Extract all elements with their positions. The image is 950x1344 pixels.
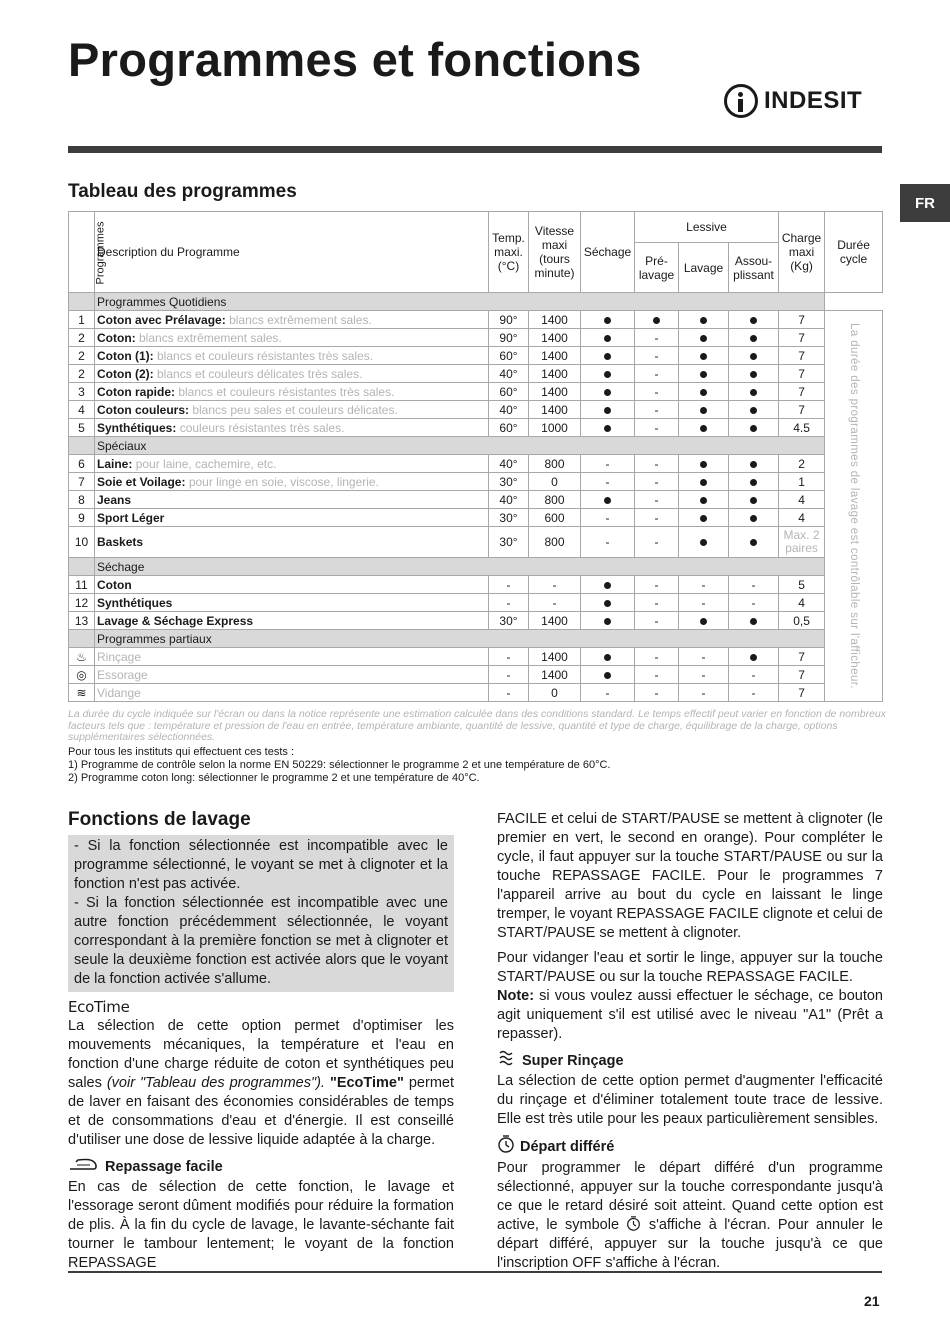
table-cell: 40° — [489, 401, 529, 419]
table-cell: - — [635, 491, 679, 509]
program-number: 4 — [69, 401, 95, 419]
check-dot-icon — [729, 455, 779, 473]
check-dot-icon — [729, 383, 779, 401]
check-dot-icon — [581, 365, 635, 383]
table-cell: - — [489, 594, 529, 612]
check-dot-icon — [679, 329, 729, 347]
check-dot-icon — [679, 365, 729, 383]
delay-clock-icon — [497, 1135, 515, 1159]
check-dot-icon — [679, 311, 729, 329]
category-label: Programmes Quotidiens — [95, 293, 825, 311]
table-cell: - — [635, 666, 679, 684]
table-cell: 30° — [489, 612, 529, 630]
check-dot-icon — [581, 648, 635, 666]
category-row — [69, 437, 883, 455]
program-number: 2 — [69, 329, 95, 347]
table-row — [69, 401, 883, 419]
fonctions-title: Fonctions de lavage — [68, 809, 251, 830]
table-cell: 7 — [779, 329, 825, 347]
repassage-title: Repassage facile — [105, 1158, 223, 1175]
table-cell: - — [489, 576, 529, 594]
header-vitesse: Vitesse maxi (tours minute) — [529, 212, 581, 293]
check-dot-icon — [679, 383, 729, 401]
table-cell: - — [581, 473, 635, 491]
table-row — [69, 491, 883, 509]
left-column — [68, 810, 454, 1273]
vidanger-text: Pour vidanger l'eau et sortir le linge, appuyer sur la touche START/PAUSE ou sur la touche REPASSAGE FACILE. — [497, 950, 883, 985]
table-cell: 7 — [779, 347, 825, 365]
incompatibility-text-1: - Si la fonction sélectionnée est incompatible avec le programme sélectionné, le voyant se met à clignoter et la fonction n'est pas activée. — [74, 838, 448, 892]
check-dot-icon — [581, 666, 635, 684]
rinse-icon: ♨ — [69, 648, 95, 666]
super-rincage-text: La sélection de cette option permet d'augmenter l'efficacité du rinçage et d'éliminer totalement toute trace de lessive. Elle est très utile pour les peaux particulièrement sensibles. — [497, 1073, 883, 1127]
program-description: Sport Léger — [95, 509, 489, 527]
table-cell: - — [489, 684, 529, 702]
table-cell: - — [635, 594, 679, 612]
check-dot-icon — [729, 401, 779, 419]
table-cell: - — [635, 473, 679, 491]
table-cell: - — [581, 509, 635, 527]
check-dot-icon — [729, 612, 779, 630]
check-dot-icon — [679, 473, 729, 491]
program-description: Vidange — [95, 684, 489, 702]
program-description: Coton rapide: blancs et couleurs résistantes très sales. — [95, 383, 489, 401]
table-cell: - — [529, 594, 581, 612]
table-row — [69, 473, 883, 491]
check-dot-icon — [729, 365, 779, 383]
category-row — [69, 558, 883, 576]
check-dot-icon — [679, 347, 729, 365]
table-cell: 60° — [489, 383, 529, 401]
table-cell: - — [729, 684, 779, 702]
table-cell: 1400 — [529, 401, 581, 419]
ecotime-title: EcoTime — [68, 998, 130, 1016]
program-number: 10 — [69, 527, 95, 558]
table-cell: 0 — [529, 473, 581, 491]
table-cell: 800 — [529, 455, 581, 473]
check-dot-icon — [729, 527, 779, 558]
table-cell: - — [635, 365, 679, 383]
table-cell: - — [581, 684, 635, 702]
table-cell: - — [729, 594, 779, 612]
table-row — [69, 455, 883, 473]
table-cell: - — [635, 684, 679, 702]
language-tab: FR — [900, 184, 950, 222]
table-cell: 0 — [529, 684, 581, 702]
program-number: 3 — [69, 383, 95, 401]
table-cell: - — [635, 576, 679, 594]
header-assouplissant: Assou-plissant — [729, 243, 779, 293]
table-cell: 90° — [489, 311, 529, 329]
programs-table — [68, 211, 883, 702]
program-number: 2 — [69, 347, 95, 365]
header-temp: Temp. maxi. (°C) — [489, 212, 529, 293]
table-cell: - — [635, 509, 679, 527]
program-number: 9 — [69, 509, 95, 527]
table-cell: 40° — [489, 455, 529, 473]
table-row — [69, 311, 883, 329]
table-cell: - — [635, 455, 679, 473]
brand-logo-icon — [724, 84, 758, 118]
table-row — [69, 527, 883, 558]
table-row — [69, 329, 883, 347]
program-description: Lavage & Séchage Express — [95, 612, 489, 630]
repassage-continued: FACILE et celui de START/PAUSE se mettent à clignoter (le premier en vert, le second en orange). Pour compléter le cycle, il faut appuyer sur la touche START/PAUSE ou sur la touche REPASSAGE FACILE. Pour le programmes 7 l'appareil arrive au bout du cycle en laissant le linge tremper, le voyant REPASSAGE FACILE clignote et celui de START/PAUSE se mettent à clignoter. — [497, 811, 883, 941]
table-cell: 1400 — [529, 347, 581, 365]
program-description: Synthétiques: couleurs résistantes très sales. — [95, 419, 489, 437]
program-description: Coton couleurs: blancs peu sales et couleurs délicates. — [95, 401, 489, 419]
depart-differe-title: Départ différé — [520, 1138, 615, 1155]
table-cell: 4 — [779, 509, 825, 527]
repassage-text: En cas de sélection de cette fonction, le lavage et l'essorage seront dûment modifiés pour réduire la formation de plis. À la fin du cycle de lavage, le lavante-séchante fait tourner le tambour lentement; le voyant de la fonction REPASSAGE — [68, 1179, 454, 1271]
check-dot-icon — [729, 419, 779, 437]
table-cell: - — [489, 666, 529, 684]
check-dot-icon — [581, 383, 635, 401]
table-cell: - — [529, 576, 581, 594]
table-cell: 40° — [489, 491, 529, 509]
table-cell: - — [635, 329, 679, 347]
test-instructions — [68, 746, 888, 785]
table-cell: 30° — [489, 527, 529, 558]
table-cell: 7 — [779, 666, 825, 684]
check-dot-icon — [729, 473, 779, 491]
depart-differe-text: Pour programmer le départ différé d'un programme sélectionné, appuyer sur la touche correspondante jusqu'à ce que le retard désiré soit atteint. Quand cette option est active, le symbole s'affiche à l'écran. Pour annuler le départ différé, appuyer sur la touche jusqu'à ce que l'inscription OFF s'affiche à l'écran. — [497, 1160, 883, 1271]
table-cell: 1400 — [529, 383, 581, 401]
table-cell: - — [729, 576, 779, 594]
check-dot-icon — [581, 311, 635, 329]
table-row — [69, 684, 883, 702]
table-cell: 1400 — [529, 329, 581, 347]
super-rincage-heading — [497, 1050, 883, 1072]
check-dot-icon — [635, 311, 679, 329]
brand-name: INDESIT — [764, 87, 863, 114]
duration-note: La durée des programmes de lavage est contrôlable sur l'afficheur. — [825, 311, 883, 702]
table-cell: 800 — [529, 491, 581, 509]
table-cell: 7 — [779, 648, 825, 666]
check-dot-icon — [581, 594, 635, 612]
program-number: 8 — [69, 491, 95, 509]
charge-cell: Max. 2 paires — [779, 527, 825, 558]
program-description: Coton — [95, 576, 489, 594]
table-section-title: Tableau des programmes — [68, 181, 297, 202]
table-cell: - — [729, 666, 779, 684]
program-number: 2 — [69, 365, 95, 383]
header-sechage: Séchage — [581, 212, 635, 293]
category-label: Séchage — [95, 558, 825, 576]
table-cell: - — [635, 383, 679, 401]
table-cell: 1400 — [529, 311, 581, 329]
table-cell: 4 — [779, 491, 825, 509]
drain-icon: ≋ — [69, 684, 95, 702]
table-row — [69, 383, 883, 401]
table-row — [69, 365, 883, 383]
table-cell: - — [679, 648, 729, 666]
program-description: Rinçage — [95, 648, 489, 666]
table-cell: - — [581, 455, 635, 473]
tests-line-1: 1) Programme de contrôle selon la norme EN 50229: sélectionner le programme 2 et une température de 60°C. — [68, 759, 611, 771]
header-duree: Durée cycle — [825, 212, 883, 293]
page-number: 21 — [864, 1293, 880, 1309]
program-number: 1 — [69, 311, 95, 329]
table-row — [69, 347, 883, 365]
check-dot-icon — [679, 455, 729, 473]
table-cell: 7 — [779, 365, 825, 383]
right-column — [497, 810, 883, 1273]
table-cell: 7 — [779, 311, 825, 329]
check-dot-icon — [729, 329, 779, 347]
table-cell: 60° — [489, 419, 529, 437]
table-cell: - — [679, 666, 729, 684]
delay-symbol-icon — [626, 1216, 641, 1231]
check-dot-icon — [679, 419, 729, 437]
table-cell: - — [581, 527, 635, 558]
incompatibility-text-2: - Si la fonction sélectionnée est incompatible avec une autre fonction précédemment sélectionnée, le voyant correspondant à la première fonction se met à clignoter et seule la deuxième fonction est activée alors que le voyant de la fonction activée s'allume. — [74, 895, 448, 987]
check-dot-icon — [581, 491, 635, 509]
table-row — [69, 576, 883, 594]
header-description: Description du Programme — [95, 212, 489, 293]
category-row — [69, 630, 883, 648]
table-row — [69, 666, 883, 684]
table-row — [69, 612, 883, 630]
program-description: Essorage — [95, 666, 489, 684]
header-lessive: Lessive — [635, 212, 779, 243]
header-programmes: Programmes — [69, 212, 95, 293]
check-dot-icon — [679, 401, 729, 419]
table-row — [69, 419, 883, 437]
tests-line-2: 2) Programme coton long: sélectionner le programme 2 et une température de 40°C. — [68, 772, 480, 784]
footer-rule — [68, 1271, 882, 1273]
table-cell: - — [679, 576, 729, 594]
page-title: Programmes et fonctions — [68, 33, 642, 86]
table-cell: 600 — [529, 509, 581, 527]
check-dot-icon — [679, 527, 729, 558]
table-cell: 7 — [779, 383, 825, 401]
table-cell: 1000 — [529, 419, 581, 437]
table-footnote: La durée du cycle indiquée sur l'écran ou dans la notice représente une estimation calculée dans des conditions standard. Le temps effectif peut varier en fonction de nombreux facteurs tels que : température et pression de l'eau en entrée, température ambiante, quantité de lessive, quantité et type de charge, équilibrage de la charge, options supplémentaires sélectionnées. — [68, 708, 887, 743]
table-cell: - — [635, 648, 679, 666]
check-dot-icon — [581, 576, 635, 594]
table-cell: 90° — [489, 329, 529, 347]
note-text: Note: si vous voulez aussi effectuer le séchage, ce bouton agit uniquement s'il est utilisé avec le niveau "A1" (Prêt a repasser). — [497, 988, 883, 1042]
program-description: Coton: blancs extrêmement sales. — [95, 329, 489, 347]
super-rincage-title: Super Rinçage — [522, 1052, 624, 1069]
table-cell: 5 — [779, 576, 825, 594]
table-cell: - — [635, 419, 679, 437]
table-row — [69, 648, 883, 666]
table-cell: 30° — [489, 509, 529, 527]
table-cell: 1400 — [529, 666, 581, 684]
table-cell: - — [489, 648, 529, 666]
brand-logo — [724, 84, 862, 118]
check-dot-icon — [581, 329, 635, 347]
repassage-heading — [68, 1156, 454, 1178]
program-description: Baskets — [95, 527, 489, 558]
table-row — [69, 509, 883, 527]
check-dot-icon — [679, 491, 729, 509]
program-number: 12 — [69, 594, 95, 612]
category-label: Spéciaux — [95, 437, 825, 455]
table-cell: 1400 — [529, 365, 581, 383]
check-dot-icon — [729, 491, 779, 509]
program-description: Coton avec Prélavage: blancs extrêmement sales. — [95, 311, 489, 329]
program-number: 5 — [69, 419, 95, 437]
check-dot-icon — [729, 509, 779, 527]
program-number: 13 — [69, 612, 95, 630]
program-number: 6 — [69, 455, 95, 473]
iron-icon — [68, 1156, 100, 1178]
table-cell: - — [635, 347, 679, 365]
check-dot-icon — [729, 347, 779, 365]
header-charge: Charge maxi (Kg) — [779, 212, 825, 293]
table-cell: - — [635, 612, 679, 630]
table-cell: 4.5 — [779, 419, 825, 437]
tests-intro: Pour tous les instituts qui effectuent ces tests : — [68, 746, 295, 758]
table-cell: 30° — [489, 473, 529, 491]
program-number: 11 — [69, 576, 95, 594]
table-cell: 7 — [779, 684, 825, 702]
spin-icon: ◎ — [69, 666, 95, 684]
check-dot-icon — [679, 612, 729, 630]
table-row — [69, 594, 883, 612]
table-cell: 1 — [779, 473, 825, 491]
header-prelavage: Pré-lavage — [635, 243, 679, 293]
table-cell: - — [679, 594, 729, 612]
check-dot-icon — [581, 347, 635, 365]
table-cell: 1400 — [529, 612, 581, 630]
table-cell: 7 — [779, 401, 825, 419]
table-cell: - — [635, 527, 679, 558]
table-cell: 0,5 — [779, 612, 825, 630]
program-description: Jeans — [95, 491, 489, 509]
incompatibility-box — [68, 835, 454, 992]
check-dot-icon — [679, 509, 729, 527]
check-dot-icon — [581, 419, 635, 437]
category-label: Programmes partiaux — [95, 630, 825, 648]
table-cell: 800 — [529, 527, 581, 558]
program-description: Laine: pour laine, cachemire, etc. — [95, 455, 489, 473]
table-cell: 1400 — [529, 648, 581, 666]
table-cell: 60° — [489, 347, 529, 365]
header-rule — [68, 146, 882, 153]
category-row — [69, 293, 883, 311]
program-description: Coton (2): blancs et couleurs délicates très sales. — [95, 365, 489, 383]
depart-differe-heading — [497, 1135, 883, 1159]
check-dot-icon — [581, 401, 635, 419]
ecotime-text: La sélection de cette option permet d'optimiser les mouvements mécaniques, la température et l'eau en fonction d'une charge réduite de coton et synthétiques peu sales (voir "Tableau des programmes"). "EcoTime" permet de laver en faisant des économies considérables de temps et de consommations d'eau et d'énergie. Il est conseillé d'utiliser une dose de lessive liquide adaptée à la charge. — [68, 1018, 454, 1148]
table-cell: 4 — [779, 594, 825, 612]
check-dot-icon — [581, 612, 635, 630]
table-cell: - — [635, 401, 679, 419]
check-dot-icon — [729, 648, 779, 666]
check-dot-icon — [729, 311, 779, 329]
table-cell: 2 — [779, 455, 825, 473]
program-description: Soie et Voilage: pour linge en soie, viscose, lingerie. — [95, 473, 489, 491]
header-lavage: Lavage — [679, 243, 729, 293]
program-description: Synthétiques — [95, 594, 489, 612]
table-cell: - — [679, 684, 729, 702]
program-number: 7 — [69, 473, 95, 491]
program-description: Coton (1): blancs et couleurs résistantes très sales. — [95, 347, 489, 365]
super-rinse-icon — [497, 1050, 517, 1072]
table-cell: 40° — [489, 365, 529, 383]
